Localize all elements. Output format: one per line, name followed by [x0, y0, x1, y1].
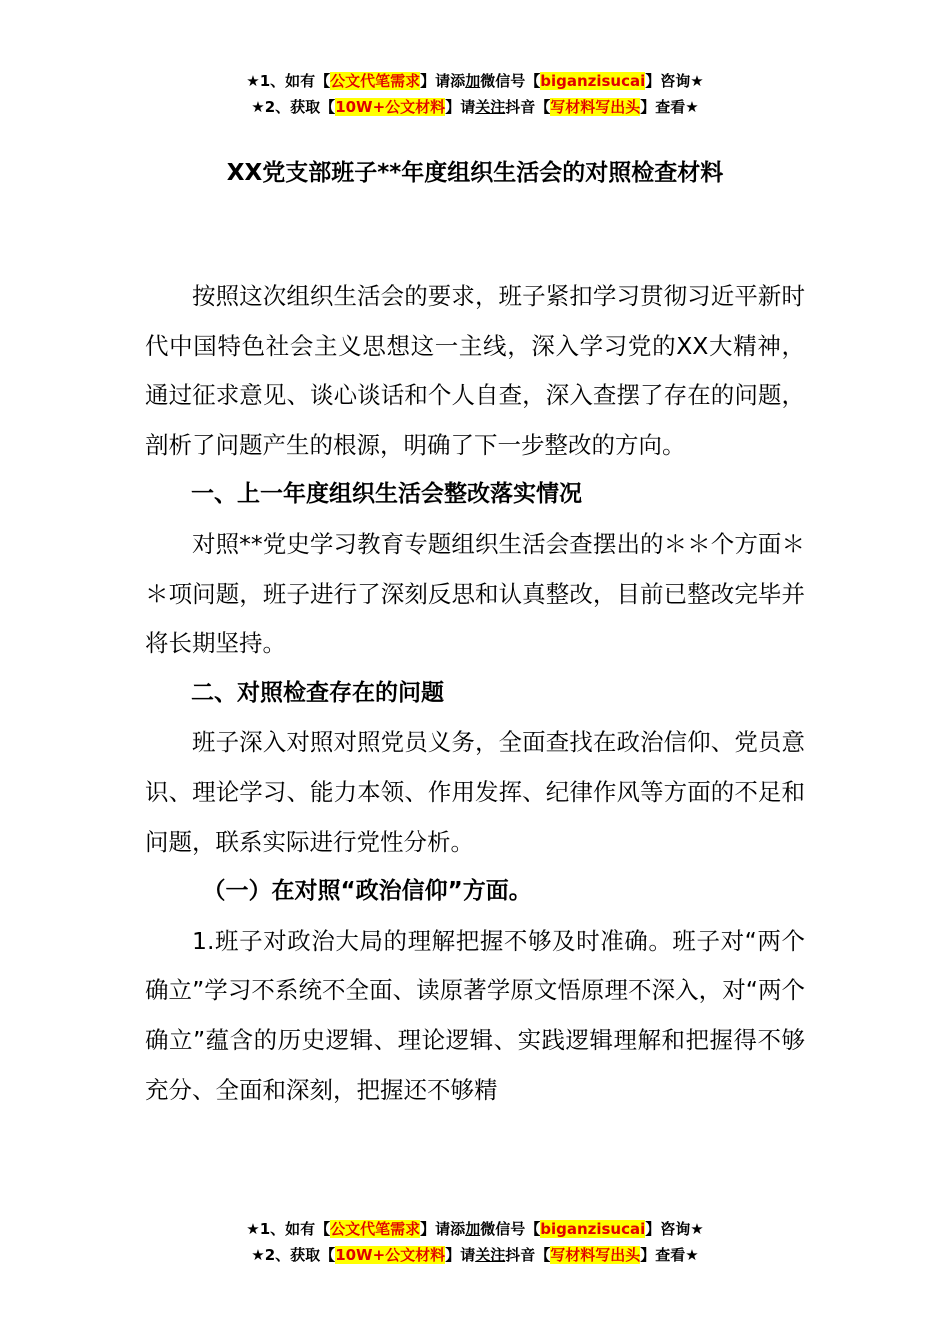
footer-banner — [0, 1216, 950, 1268]
intro-paragraph: 按照这次组织生活会的要求，班子紧扣学习贯彻习近平新时代中国特色社会主义思想这一主线，深入学习党的XX大精神，通过征求意见、谈心谈话和个人自查，深入查摆了存在的问题，剖析了问题产生的根源，明确了下一步整改的方向。 — [145, 282, 805, 459]
banner-text: 】请 — [445, 98, 476, 116]
section-heading-1: 一、上一年度组织生活会整改落实情况 — [191, 481, 582, 508]
banner-line-1 — [0, 1216, 950, 1242]
section-2-paragraph: 班子深入对照对照党员义务，全面查找在政治信仰、党员意识、理论学习、能力本领、作用发挥、纪律作风等方面的不足和问题，联系实际进行党性分析。 — [145, 728, 805, 856]
underlined-text: 加 — [465, 72, 481, 90]
banner-text: 】咨询★ — [645, 1220, 704, 1238]
banner-text: 】请 — [445, 1246, 476, 1264]
banner-line-1 — [0, 68, 950, 94]
banner-text: 】请添 — [420, 1220, 466, 1238]
highlight-text: 公文代笔需求 — [330, 72, 421, 90]
banner-line-2 — [0, 94, 950, 120]
section-heading-2: 二、对照检查存在的问题 — [191, 679, 444, 706]
highlight-text: 10W+公文材料 — [335, 98, 446, 116]
banner-text: 微信号【 — [480, 72, 541, 90]
banner-text: ★2、获取【 — [251, 1246, 336, 1264]
highlight-text: 公文代笔需求 — [330, 1220, 421, 1238]
header-banner — [0, 68, 950, 120]
wechat-id: biganzisucai — [540, 1220, 646, 1238]
item-1-paragraph: 1.班子对政治大局的理解把握不够及时准确。班子对“两个确立”学习不系统不全面、读原著学原文悟原理不深入，对“两个确立”蕴含的历史逻辑、理论逻辑、实践逻辑理解和把握得不够充分、全面和深刻，把握还不够精 — [145, 926, 805, 1104]
banner-line-2 — [0, 1242, 950, 1268]
wechat-id: biganzisucai — [540, 72, 646, 90]
banner-text: ★1、如有【 — [246, 72, 331, 90]
banner-text: 】查看★ — [640, 1246, 699, 1264]
underlined-text: 关注 — [475, 98, 506, 116]
underlined-text: 加 — [465, 1220, 481, 1238]
document-body — [145, 272, 805, 1115]
banner-text: ★2、获取【 — [251, 98, 336, 116]
banner-text: 抖音【 — [505, 98, 551, 116]
banner-text: 微信号【 — [480, 1220, 541, 1238]
banner-text: ★1、如有【 — [246, 1220, 331, 1238]
banner-text: 】咨询★ — [645, 72, 704, 90]
banner-text: 抖音【 — [505, 1246, 551, 1264]
douyin-account: 写材料写出头 — [550, 1246, 641, 1264]
section-1-paragraph: 对照**党史学习教育专题组织生活会查摆出的＊＊个方面＊＊项问题，班子进行了深刻反思和认真整改，目前已整改完毕并将长期坚持。 — [145, 529, 805, 658]
highlight-text: 10W+公文材料 — [335, 1246, 446, 1264]
subsection-heading-1: （一）在对照“政治信仰”方面。 — [202, 878, 532, 905]
underlined-text: 关注 — [475, 1246, 506, 1264]
document-title: XX党支部班子**年度组织生活会的对照检查材料 — [226, 160, 724, 186]
douyin-account: 写材料写出头 — [550, 98, 641, 116]
banner-text: 】请添 — [420, 72, 466, 90]
banner-text: 】查看★ — [640, 98, 699, 116]
